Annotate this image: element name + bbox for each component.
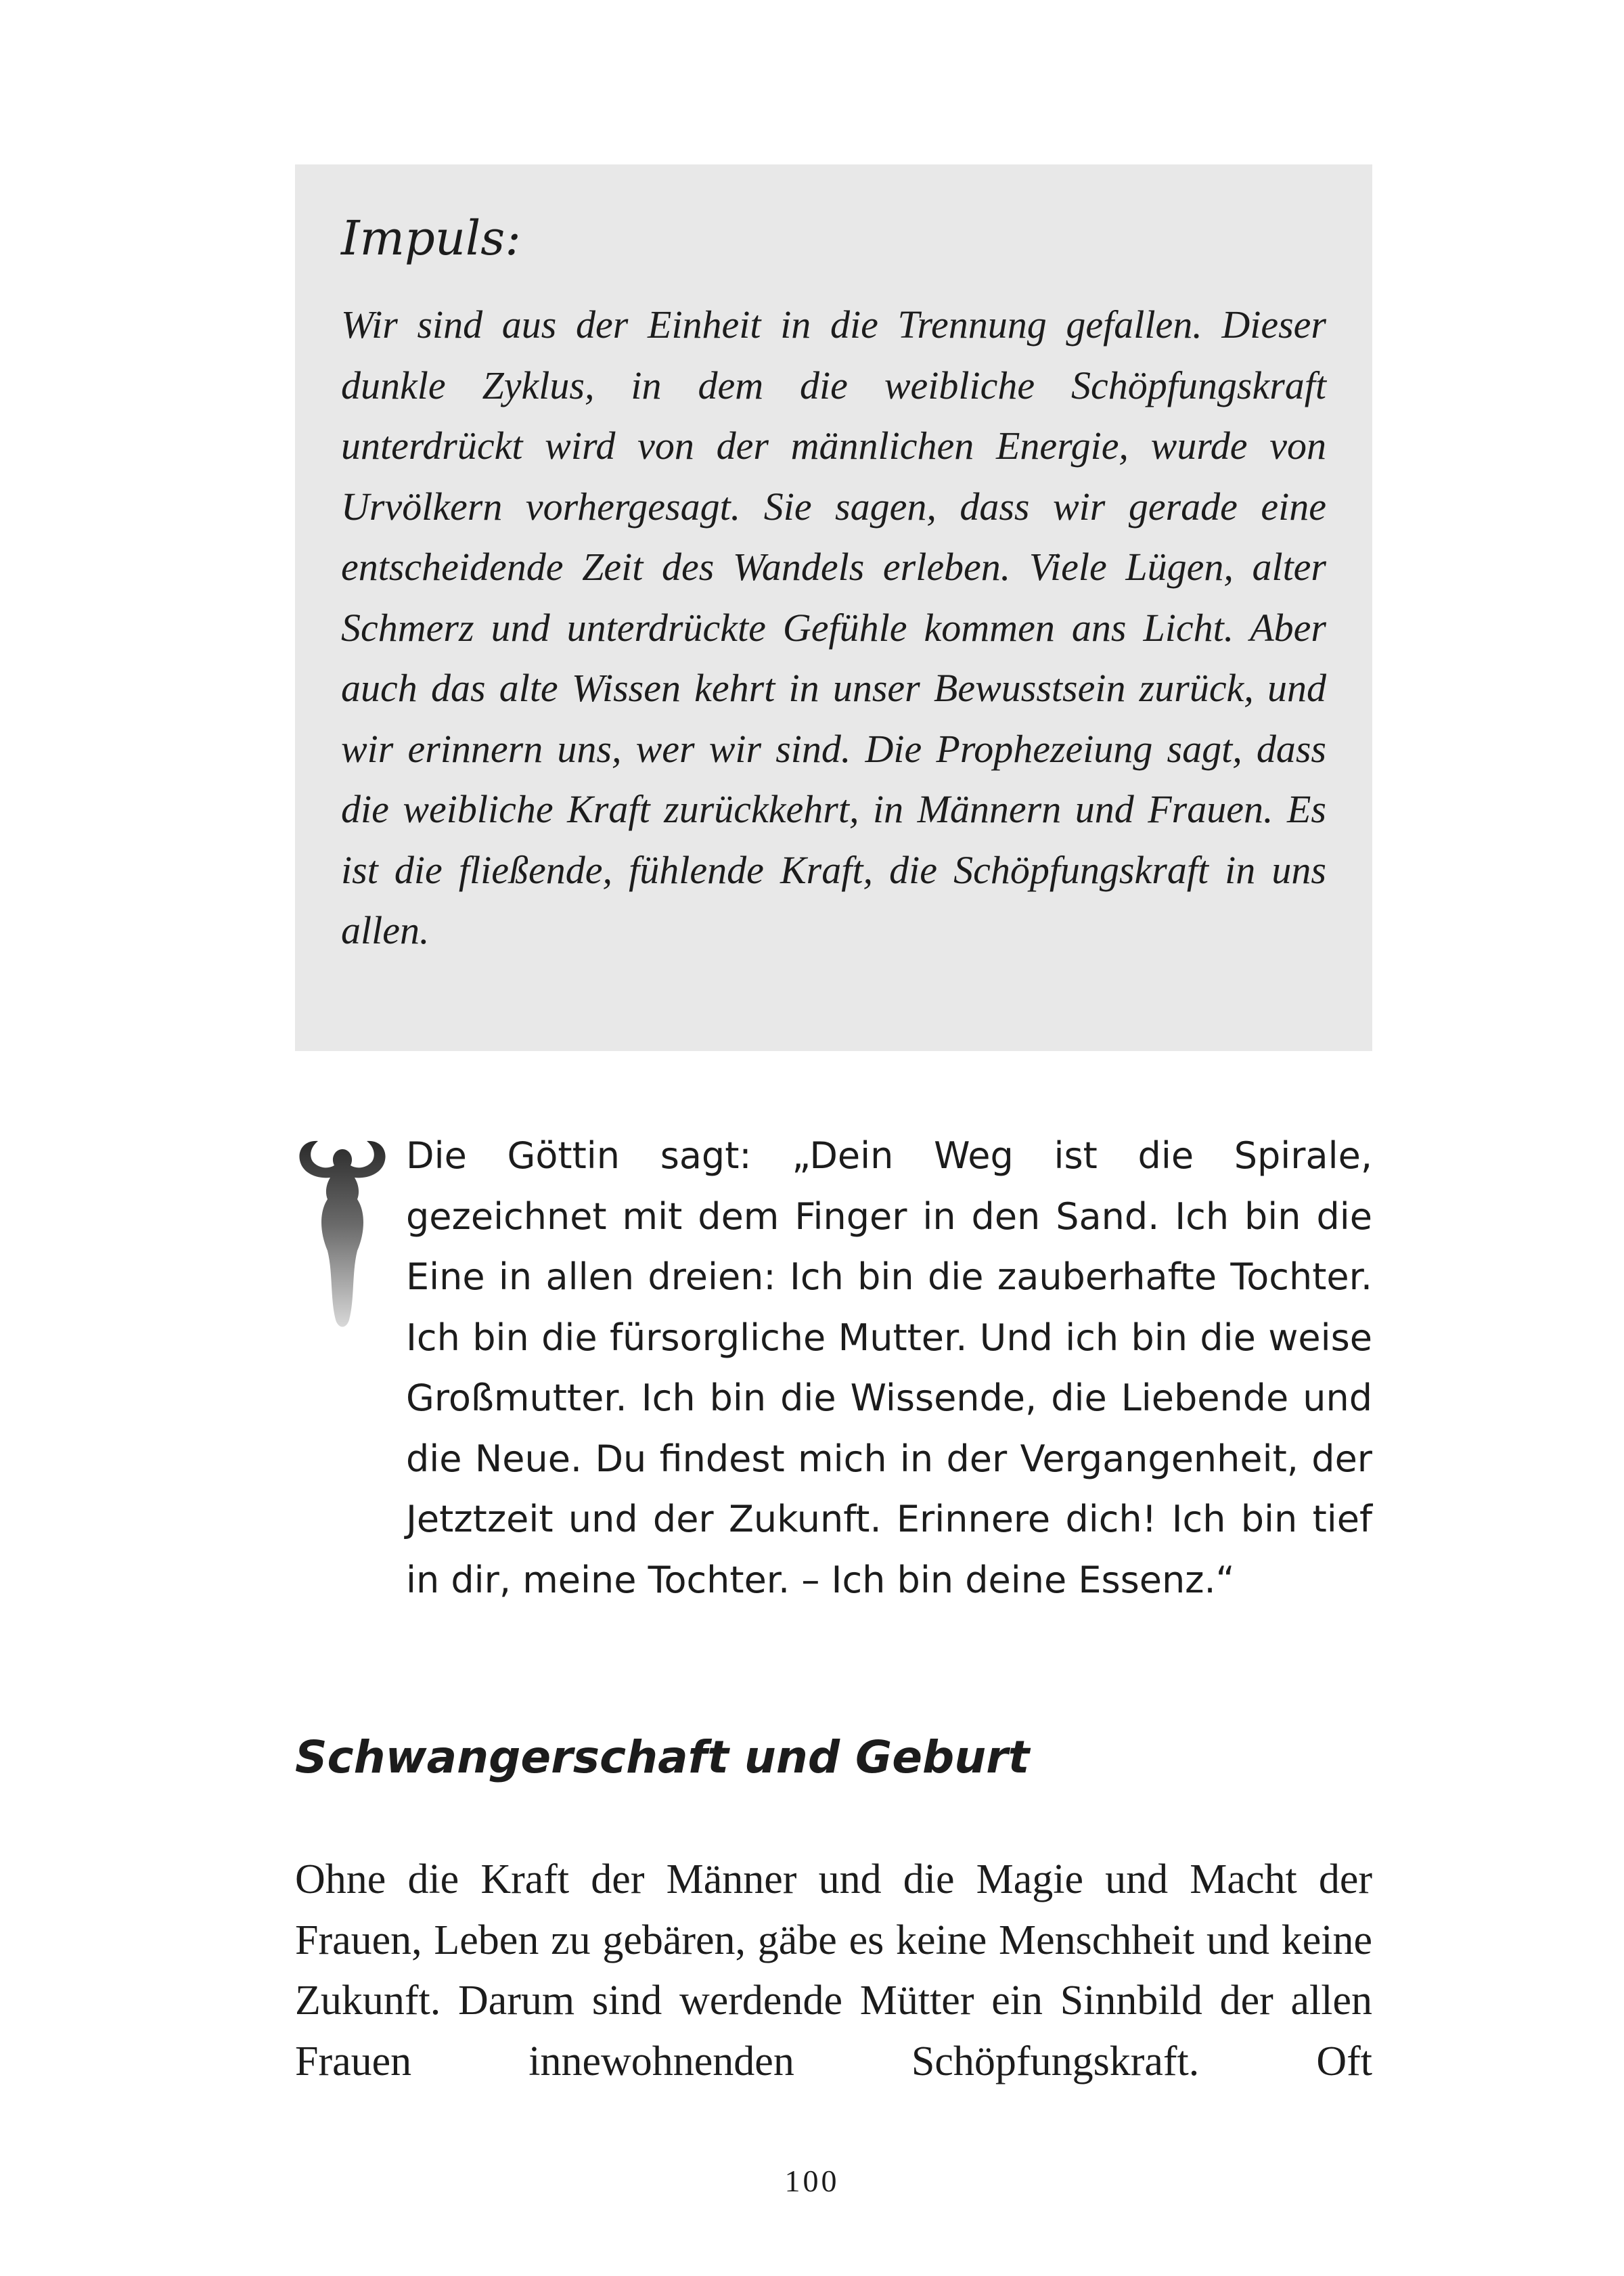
impulse-title: Impuls: (341, 210, 521, 266)
body-paragraph: Ohne die Kraft der Männer und die Magie und Macht der Frauen, Leben zu gebären, gäbe es keine Menschheit und keine Zukunft. Darum sind werdende Mütter ein Sinnbild der allen Frauen innewohnenden Schöpfungskraft. Oft (295, 1856, 1372, 2084)
goddess-figure-icon (292, 1137, 394, 1333)
page-number: 100 (784, 2164, 840, 2198)
section-heading: Schwangerschaft und Geburt (295, 1731, 1030, 1783)
impulse-box (295, 164, 1372, 1051)
impulse-text: Wir sind aus der Einheit in die Trennung gefallen. Dieser dunkle Zyklus, in dem die weibliche Schöpfungskraft unterdrückt wird von der männlichen Energie, wurde von Urvölkern vorhergesagt. Sie sagen, dass wir gerade eine entscheidende Zeit des Wandels erleben. Viele Lügen, alter Schmerz und unterdrückte Gefühle kommen ans Licht. Aber auch das alte Wissen kehrt in unser Bewusstsein zurück, und wir erinnern uns, wer wir sind. Die Prophezeiung sagt, dass die weibliche Kraft zurückkehrt, in Männern und Frauen. Es ist die fließende, fühlende Kraft, die Schöpfungskraft in uns allen. (341, 303, 1326, 952)
goddess-quote: Die Göttin sagt: „Dein Weg ist die Spirale, gezeichnet mit dem Finger in den Sand. Ich bin die Eine in allen dreien: Ich bin die zauberhafte Tochter. Ich bin die fürsorgliche Mutter. Und ich bin die weise Großmutter. Ich bin die Wissende, die Liebende und die Neue. Du findest mich in der Vergangenheit, der Jetztzeit und der Zukunft. Erinnere dich! Ich bin tief in dir, meine Tochter. – Ich bin deine Essenz.“ (406, 1134, 1372, 1601)
